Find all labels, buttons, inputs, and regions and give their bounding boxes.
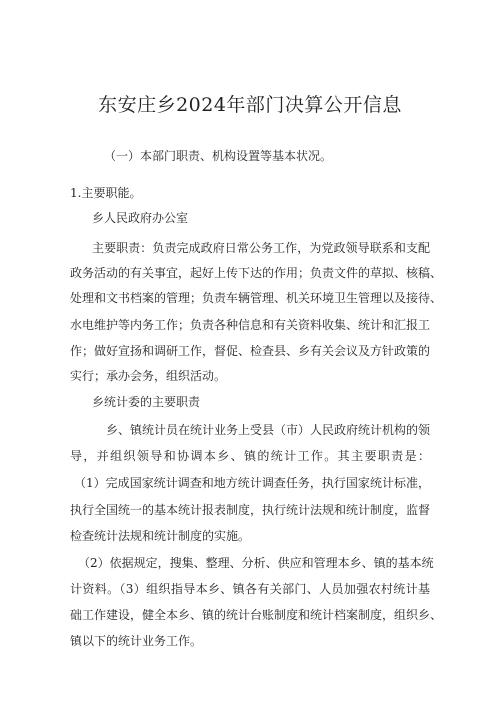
document-title: 东安庄乡2024年部门决算公开信息 xyxy=(98,94,402,116)
paragraph-line: 导，并组织领导和协调本乡、镇的统计工作。其主要职责是： xyxy=(70,449,430,463)
paragraph-line: 水电维护等内务工作；负责各种信息和有关资料收集、统计和汇报工 xyxy=(70,318,431,332)
paragraph-line: （2）依据规定，搜集、整理、分析、供应和管理本乡、镇的基本统 xyxy=(78,556,434,570)
paragraph-line: 础工作建设，健全本乡、镇的统计台账制度和统计档案制度，组织乡、 xyxy=(70,608,443,622)
paragraph-line: 实行；承办会务，组织活动。 xyxy=(70,369,227,383)
paragraph-line: 镇以下的统计业务工作。 xyxy=(70,634,203,648)
paragraph-line: 乡、镇统计员在统计业务上受县（市）人民政府统计机构的领 xyxy=(106,423,431,437)
item-heading: 1.主要职能。 xyxy=(70,186,142,200)
paragraph-line: 作；做好宣扬和调研工作，督促、检查县、乡有关会议及方针政策的 xyxy=(70,344,431,358)
paragraph-line: （1）完成国家统计调查和地方统计调查任务，执行国家统计标准， xyxy=(74,476,430,490)
paragraph-line: 处理和文书档案的管理；负责车辆管理、机关环境卫生管理以及接待、 xyxy=(70,291,443,305)
section-heading: （一）本部门职责、机构设置等基本状况。 xyxy=(104,149,333,163)
paragraph-line: 政务活动的有关事宜，起好上传下达的作用；负责文件的草拟、核稿、 xyxy=(70,266,443,280)
paragraph-line: 检查统计法规和统计制度的实施。 xyxy=(70,529,251,543)
paragraph-line: 执行全国统一的基本统计报表制度，执行统计法规和统计制度，监督 xyxy=(70,503,431,517)
office-name: 乡人民政府办公室 xyxy=(92,211,189,225)
paragraph-line: 计资料。（3）组织指导本乡、镇各有关部门、人员加强农村统计基 xyxy=(70,582,430,596)
paragraph-line: 主要职责：负责完成政府日常公务工作，为党政领导联系和支配 xyxy=(92,241,430,255)
stats-heading: 乡统计委的主要职责 xyxy=(92,395,201,409)
